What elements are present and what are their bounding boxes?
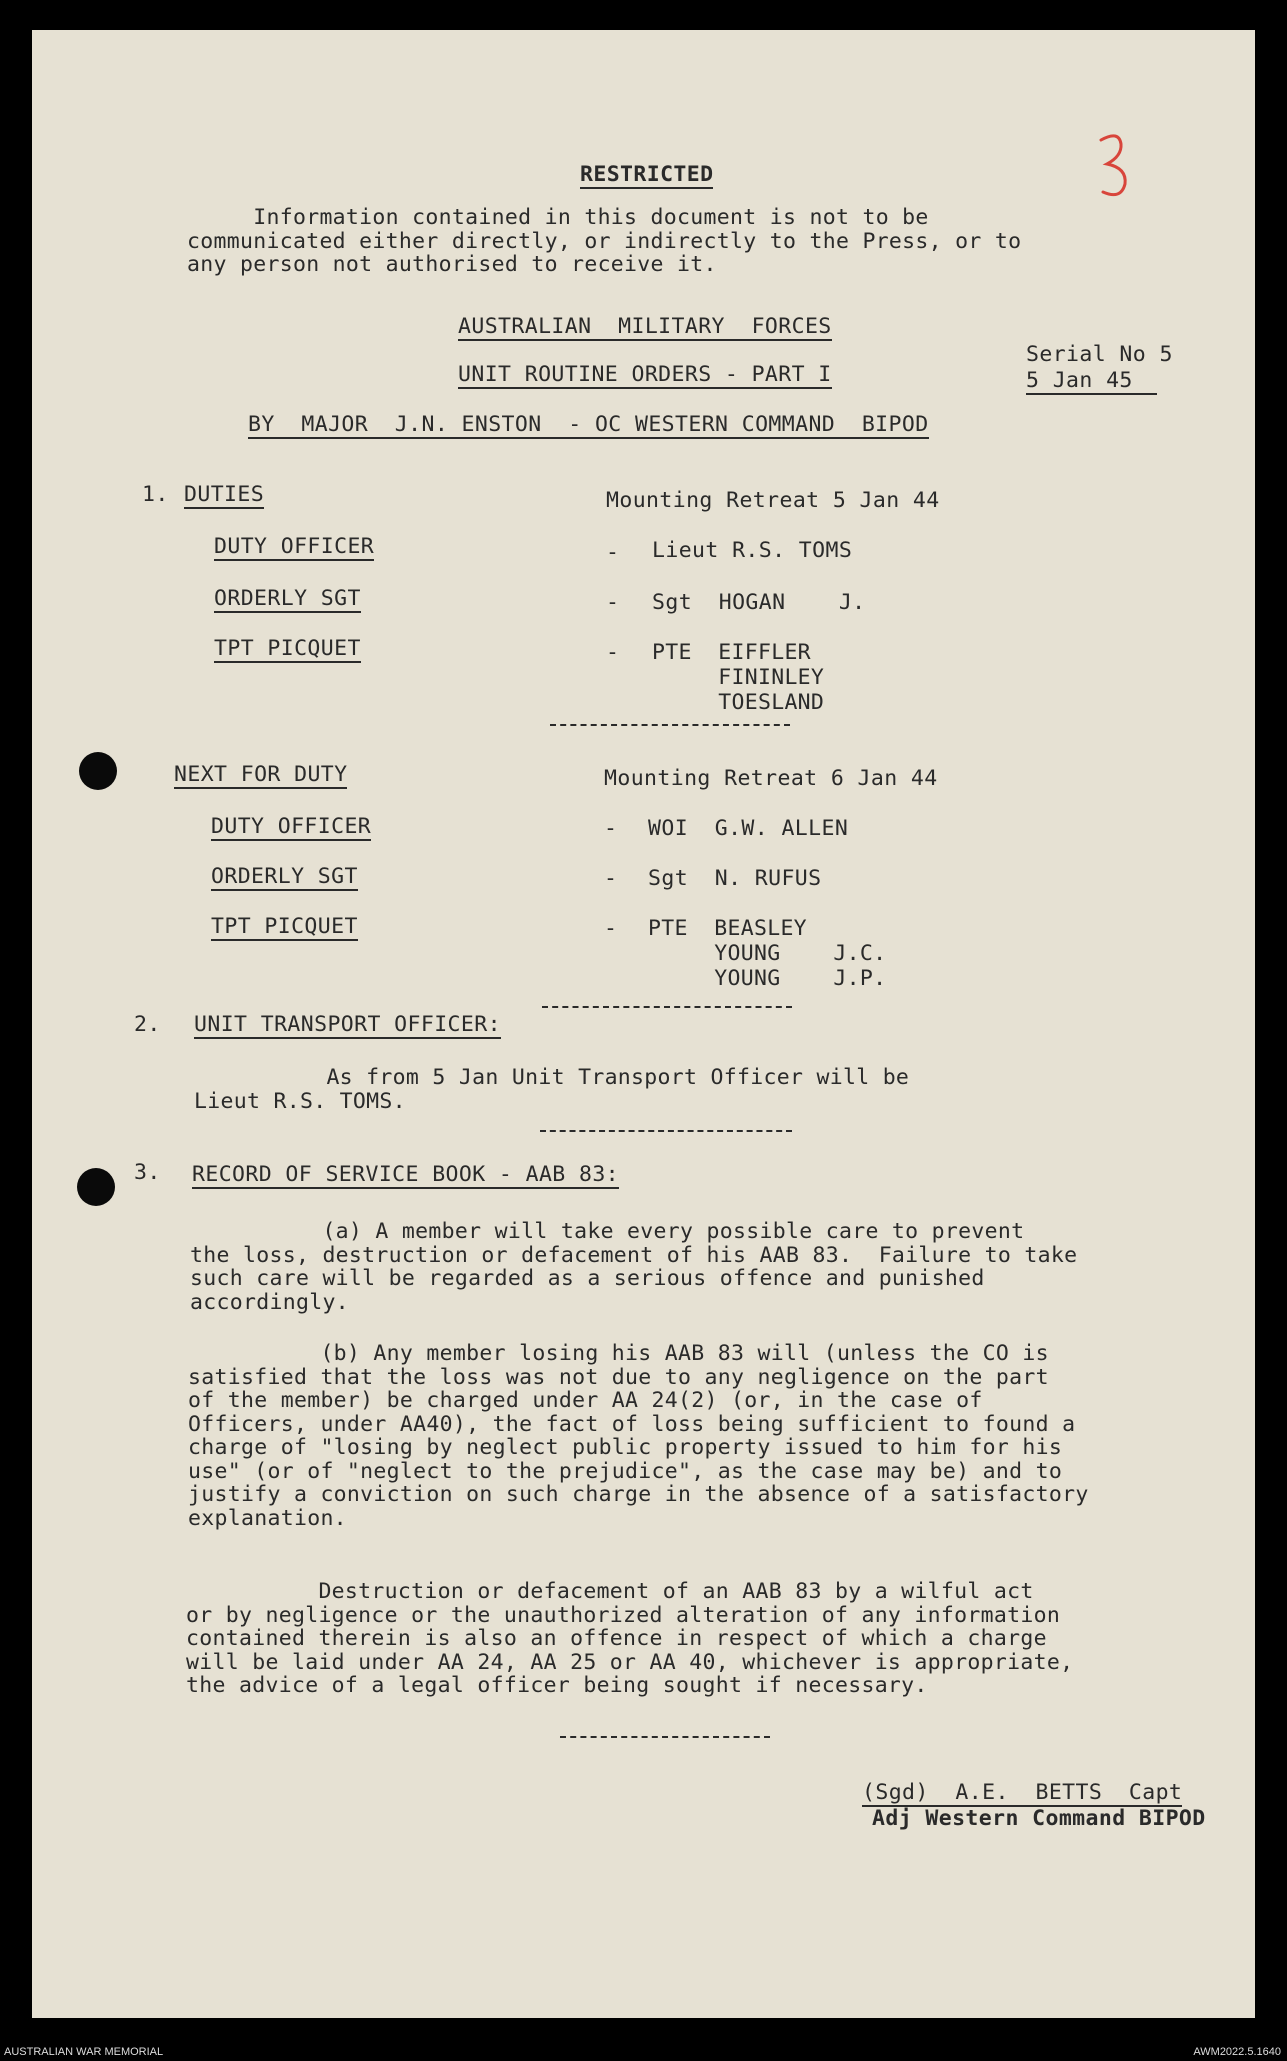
next-duty-officer-name: WOI G.W. ALLEN: [648, 816, 849, 841]
document-page: [32, 30, 1255, 2018]
orderly-sgt-dash: -: [606, 590, 620, 615]
section-2-number: 2.: [134, 1012, 161, 1037]
next-for-duty-mounting: Mounting Retreat 6 Jan 44: [604, 766, 938, 791]
next-duty-officer-label: DUTY OFFICER: [211, 814, 372, 839]
serial-number: Serial No 5: [1026, 342, 1173, 367]
signature-title: Adj Western Command BIPOD: [872, 1806, 1206, 1831]
duty-officer-name: Lieut R.S. TOMS: [652, 538, 853, 563]
tpt-picquet-dash: -: [606, 640, 620, 665]
issued-by-line: BY MAJOR J.N. ENSTON - OC WESTERN COMMAND BIPOD: [248, 412, 929, 437]
orderly-sgt-name: Sgt HOGAN J.: [652, 590, 866, 615]
next-orderly-sgt-dash: -: [604, 866, 618, 891]
section-1-number: 1.: [142, 482, 169, 507]
next-orderly-sgt-name: Sgt N. RUFUS: [648, 866, 822, 891]
page-number-mark: [1095, 130, 1135, 202]
transport-heading: UNIT TRANSPORT OFFICER:: [194, 1012, 501, 1037]
orderly-sgt-label: ORDERLY SGT: [214, 586, 361, 611]
duties-mounting: Mounting Retreat 5 Jan 44: [606, 488, 940, 513]
next-tpt-picquet-dash: -: [604, 916, 618, 941]
punch-hole: [77, 1168, 115, 1206]
duty-officer-dash: -: [606, 540, 620, 565]
restriction-notice: Information contained in this document is not to be communicated either directly, or indirectly to the Press, or to any person not authorised to receive it.: [187, 205, 1022, 277]
service-book-para-a: (a) A member will take every possible care to prevent the loss, destruction or defacement of his AAB 83. Failure to take such care will be regarded as a serious offence and punished accordingly.: [190, 1219, 1078, 1315]
service-book-para-c: Destruction or defacement of an AAB 83 by a wilful act or by negligence or the unauthorized alteration of any information contained therein is also an offence in respect of which a charge will be laid under AA 24, AA 25 or AA 40, whichever is appropriate, the advice of a legal officer being sought if necessary.: [186, 1579, 1074, 1698]
serial-date: 5 Jan 45: [1026, 370, 1157, 395]
duty-officer-label: DUTY OFFICER: [214, 534, 375, 559]
next-orderly-sgt-label: ORDERLY SGT: [211, 864, 358, 889]
footer-left: AUSTRALIAN WAR MEMORIAL: [4, 2046, 164, 2058]
service-book-heading: RECORD OF SERVICE BOOK - AAB 83:: [192, 1162, 620, 1187]
classification-heading: RESTRICTED: [580, 162, 714, 187]
divider: [540, 1130, 792, 1132]
next-duty-officer-dash: -: [604, 816, 618, 841]
next-tpt-picquet-label: TPT PICQUET: [211, 914, 358, 939]
divider: [550, 724, 790, 726]
punch-hole: [79, 752, 117, 790]
footer-right: AWM2022.5.1640: [1193, 2046, 1281, 2058]
next-tpt-picquet-names: PTE BEASLEY YOUNG J.C. YOUNG J.P.: [648, 916, 887, 991]
divider: [542, 1006, 792, 1008]
divider: [560, 1736, 770, 1738]
duties-heading: DUTIES: [184, 482, 265, 507]
signature-line: (Sgd) A.E. BETTS Capt: [862, 1780, 1183, 1805]
next-for-duty-heading: NEXT FOR DUTY: [174, 762, 348, 787]
tpt-picquet-names: PTE EIFFLER FININLEY TOESLAND: [652, 640, 825, 715]
transport-text: As from 5 Jan Unit Transport Officer will be Lieut R.S. TOMS.: [194, 1065, 910, 1114]
tpt-picquet-label: TPT PICQUET: [214, 636, 361, 661]
section-3-number: 3.: [134, 1160, 161, 1185]
service-book-para-b: (b) Any member losing his AAB 83 will (unless the CO is satisfied that the loss was not due to any negligence on the part of the member) be charged under AA 24(2) (or, in the case of Officers, under AA40), the fact of loss being sufficient to found a charge of "losing by neglect public property issued to him for his use" (or of "neglect to the prejudice", as the case may be) and to justify a conviction on such charge in the absence of a satisfactory explanation.: [188, 1341, 1089, 1531]
orders-title: UNIT ROUTINE ORDERS - PART I: [458, 362, 832, 387]
organisation-heading: AUSTRALIAN MILITARY FORCES: [458, 314, 832, 339]
